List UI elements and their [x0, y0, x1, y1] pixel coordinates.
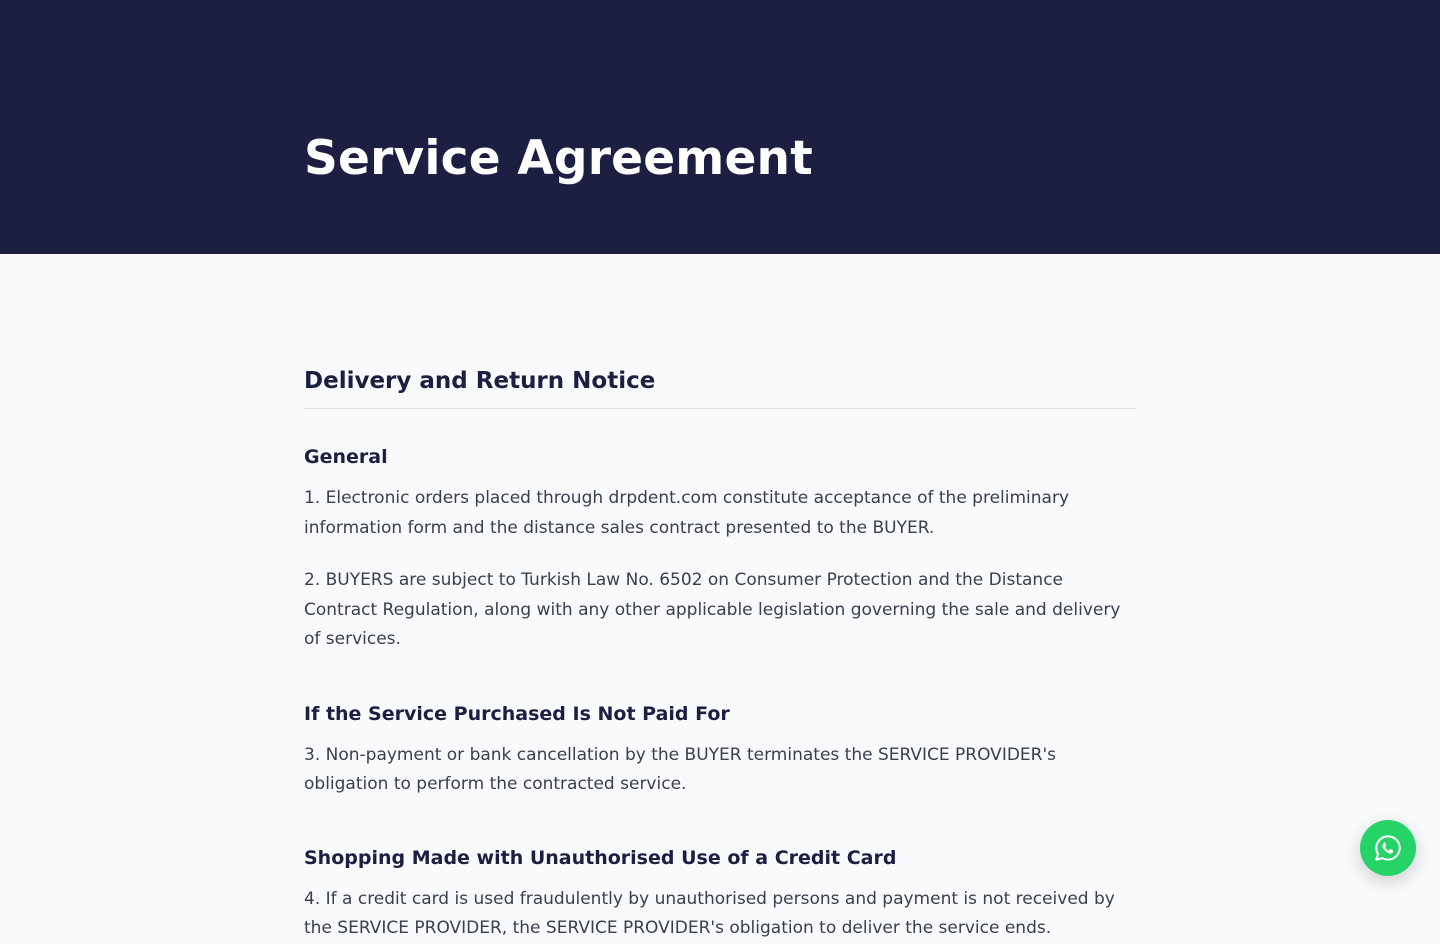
- page-title: Service Agreement: [304, 131, 813, 186]
- paragraph-2: 2. BUYERS are subject to Turkish Law No. 6502 on Consumer Protection and the Distance Contract Regulation, along with any other applicable legislation governing the sale and delivery of services.: [304, 570, 1121, 649]
- paragraph-1: 1. Electronic orders placed through drpdent.com constitute acceptance of the preliminary information form and the distance sales contract presented to the BUYER.: [304, 488, 1070, 538]
- paragraph-3: 3. Non-payment or bank cancellation by the BUYER terminates the SERVICE PROVIDER's obligation to perform the contracted service.: [304, 744, 1057, 794]
- subheading-not-paid: If the Service Purchased Is Not Paid For: [304, 702, 730, 725]
- agreement-content: [304, 254, 1136, 944]
- whatsapp-icon: [1373, 833, 1403, 863]
- whatsapp-chat-button[interactable]: [1360, 820, 1416, 876]
- section-title: Delivery and Return Notice: [304, 254, 1136, 409]
- subheading-unauthorised-card: Shopping Made with Unauthorised Use of a Credit Card: [304, 846, 897, 869]
- subheading-general: General: [304, 446, 388, 468]
- paragraph-4: 4. If a credit card is used fraudulently by unauthorised persons and payment is not received by the SERVICE PROVIDER, the SERVICE PROVIDER's obligation to deliver the service ends.: [304, 888, 1115, 938]
- page-hero: [0, 0, 1440, 254]
